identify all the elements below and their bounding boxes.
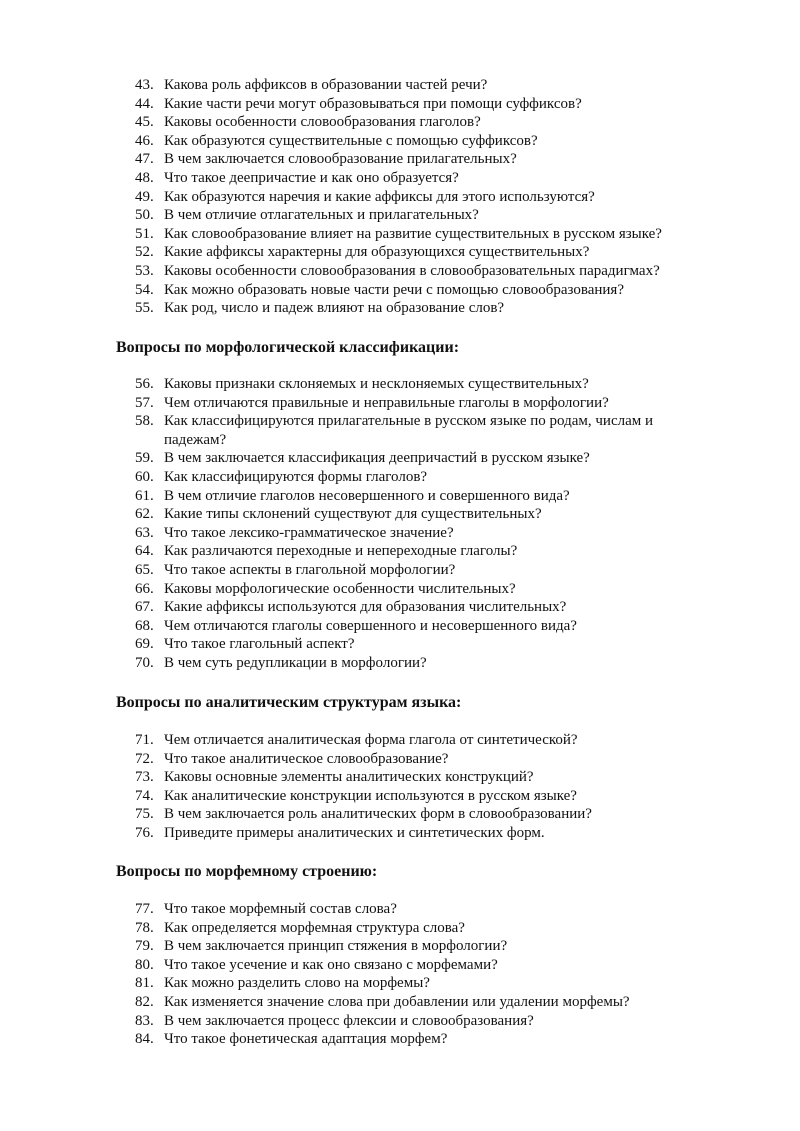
question-text: Как классифицируются прилагательные в русском языке по родам, числам и падежам? — [164, 413, 654, 448]
question-item — [0, 150, 800, 169]
question-item — [0, 561, 800, 580]
question-number: 69. — [135, 636, 154, 653]
question-list — [0, 375, 800, 673]
question-text: Что такое аспекты в глагольной морфологии? — [164, 561, 456, 578]
question-item — [0, 468, 800, 487]
question-number: 71. — [135, 732, 154, 748]
question-number: 49. — [135, 188, 154, 205]
question-item — [0, 768, 800, 787]
section-morphological-classification — [0, 375, 800, 673]
question-list — [0, 76, 800, 318]
question-item — [0, 281, 800, 300]
question-number: 58. — [135, 413, 154, 430]
question-number: 78. — [135, 919, 154, 936]
question-item — [0, 113, 800, 132]
section-morphemic-structure — [0, 900, 800, 1049]
question-text: В чем заключается принцип стяжения в морфологии? — [164, 938, 508, 955]
question-text: В чем отличие глаголов несовершенного и совершенного вида? — [164, 487, 570, 504]
question-number: 53. — [135, 262, 154, 279]
question-number: 46. — [135, 132, 154, 149]
question-item — [0, 1012, 800, 1031]
question-number: 66. — [135, 580, 154, 597]
question-text: Что такое деепричастие и как оно образуется? — [164, 169, 459, 186]
question-list — [0, 900, 800, 1049]
question-number: 72. — [135, 750, 154, 767]
question-text: Каковы признаки склоняемых и несклоняемых существительных? — [164, 376, 589, 392]
question-item — [0, 95, 800, 114]
question-text: Какова роль аффиксов в образовании частей речи? — [164, 77, 488, 93]
question-number: 65. — [135, 561, 154, 578]
question-item — [0, 225, 800, 244]
question-text: Как можно образовать новые части речи с помощью словообразования? — [164, 281, 624, 298]
question-number: 60. — [135, 468, 154, 485]
question-text: Как образуются существительные с помощью суффиксов? — [164, 132, 538, 149]
question-number: 44. — [135, 95, 154, 112]
question-item — [0, 919, 800, 938]
question-item — [0, 542, 800, 561]
question-text: Как определяется морфемная структура слова? — [164, 919, 465, 936]
question-number: 48. — [135, 169, 154, 186]
question-text: Чем отличаются глаголы совершенного и несовершенного вида? — [164, 617, 577, 634]
question-number: 45. — [135, 114, 154, 131]
question-item — [0, 654, 800, 673]
question-text: Чем отличается аналитическая форма глагола от синтетической? — [164, 732, 578, 748]
section-heading-analytical-structures: Вопросы по аналитическим структурам языка: — [116, 694, 462, 711]
question-item — [0, 487, 800, 506]
question-text: В чем отличие отлагательных и прилагательных? — [164, 207, 479, 224]
question-text: Как род, число и падеж влияют на образование слов? — [164, 300, 505, 317]
question-text: Что такое морфемный состав слова? — [164, 901, 397, 917]
question-number: 63. — [135, 524, 154, 541]
question-item — [0, 787, 800, 806]
question-number: 64. — [135, 543, 154, 560]
question-number: 43. — [135, 77, 154, 93]
question-item — [0, 262, 800, 281]
question-text: Как образуются наречия и какие аффиксы для этого используются? — [164, 188, 595, 205]
question-number: 52. — [135, 244, 154, 261]
question-item — [0, 132, 800, 151]
question-number: 74. — [135, 787, 154, 804]
question-text: Каковы особенности словообразования в словообразовательных парадигмах? — [164, 262, 660, 279]
question-number: 82. — [135, 993, 154, 1010]
question-item — [0, 956, 800, 975]
question-text: Какие аффиксы используются для образования числительных? — [164, 599, 567, 616]
question-text: Что такое фонетическая адаптация морфем? — [164, 1031, 448, 1048]
question-item — [0, 449, 800, 468]
question-item — [0, 524, 800, 543]
question-number: 73. — [135, 769, 154, 786]
question-item — [0, 731, 800, 750]
question-item — [0, 299, 800, 318]
section-analytical-structures — [0, 731, 800, 843]
question-item — [0, 1030, 800, 1049]
question-text: Как аналитические конструкции используются в русском языке? — [164, 787, 577, 804]
question-text: Что такое глагольный аспект? — [164, 636, 355, 653]
question-text: В чем заключается роль аналитических форм в словообразовании? — [164, 806, 592, 823]
question-number: 51. — [135, 225, 154, 242]
question-number: 79. — [135, 938, 154, 955]
question-number: 76. — [135, 824, 154, 841]
question-text: Какие типы склонений существуют для существительных? — [164, 506, 542, 523]
question-item — [0, 824, 800, 843]
question-item — [0, 394, 800, 413]
question-text: Как различаются переходные и непереходные глаголы? — [164, 543, 518, 560]
question-item — [0, 598, 800, 617]
question-text: Что такое лексико-грамматическое значение? — [164, 524, 454, 541]
question-number: 50. — [135, 207, 154, 224]
question-number: 59. — [135, 450, 154, 467]
question-item — [0, 937, 800, 956]
question-text: В чем суть редупликации в морфологии? — [164, 654, 427, 671]
question-item — [0, 750, 800, 769]
question-item — [0, 412, 800, 449]
question-item — [0, 617, 800, 636]
question-number: 77. — [135, 901, 154, 917]
question-text: Каковы особенности словообразования глаголов? — [164, 114, 481, 131]
question-text: В чем заключается словообразование прилагательных? — [164, 151, 517, 168]
question-text: Как классифицируются формы глаголов? — [164, 468, 428, 485]
question-text: Что такое аналитическое словообразование? — [164, 750, 449, 767]
question-text: Чем отличаются правильные и неправильные глаголы в морфологии? — [164, 394, 609, 411]
question-text: Как словообразование влияет на развитие существительных в русском языке? — [164, 225, 662, 242]
question-item — [0, 243, 800, 262]
question-item — [0, 993, 800, 1012]
question-text: Приведите примеры аналитических и синтетических форм. — [164, 824, 545, 841]
question-text: Какие аффиксы характерны для образующихся существительных? — [164, 244, 590, 261]
question-text: Как можно разделить слово на морфемы? — [164, 975, 430, 992]
question-number: 84. — [135, 1031, 154, 1048]
question-text: Какие части речи могут образовываться при помощи суффиксов? — [164, 95, 582, 112]
question-number: 62. — [135, 506, 154, 523]
question-text: Каковы основные элементы аналитических конструкций? — [164, 769, 534, 786]
question-number: 55. — [135, 300, 154, 317]
question-text: В чем заключается классификация деепричастий в русском языке? — [164, 450, 590, 467]
question-item — [0, 900, 800, 919]
question-number: 47. — [135, 151, 154, 168]
question-item — [0, 635, 800, 654]
section-heading-morphemic-structure: Вопросы по морфемному строению: — [116, 863, 378, 880]
question-number: 75. — [135, 806, 154, 823]
question-number: 83. — [135, 1012, 154, 1029]
question-item — [0, 169, 800, 188]
question-number: 57. — [135, 394, 154, 411]
question-item — [0, 505, 800, 524]
question-item — [0, 805, 800, 824]
question-item — [0, 206, 800, 225]
question-number: 56. — [135, 376, 154, 392]
section-word-formation — [0, 76, 800, 318]
question-item — [0, 375, 800, 394]
question-item — [0, 188, 800, 207]
question-number: 54. — [135, 281, 154, 298]
question-number: 67. — [135, 599, 154, 616]
question-text: В чем заключается процесс флексии и словообразования? — [164, 1012, 534, 1029]
question-item — [0, 974, 800, 993]
question-text: Что такое усечение и как оно связано с морфемами? — [164, 956, 498, 973]
question-number: 68. — [135, 617, 154, 634]
question-list — [0, 731, 800, 843]
question-number: 61. — [135, 487, 154, 504]
question-number: 70. — [135, 654, 154, 671]
section-heading-morphological-classification: Вопросы по морфологической классификации: — [116, 339, 460, 356]
question-item — [0, 580, 800, 599]
question-number: 80. — [135, 956, 154, 973]
question-item — [0, 76, 800, 95]
question-text: Каковы морфологические особенности числительных? — [164, 580, 516, 597]
question-number: 81. — [135, 975, 154, 992]
question-text: Как изменяется значение слова при добавлении или удалении морфемы? — [164, 993, 630, 1010]
